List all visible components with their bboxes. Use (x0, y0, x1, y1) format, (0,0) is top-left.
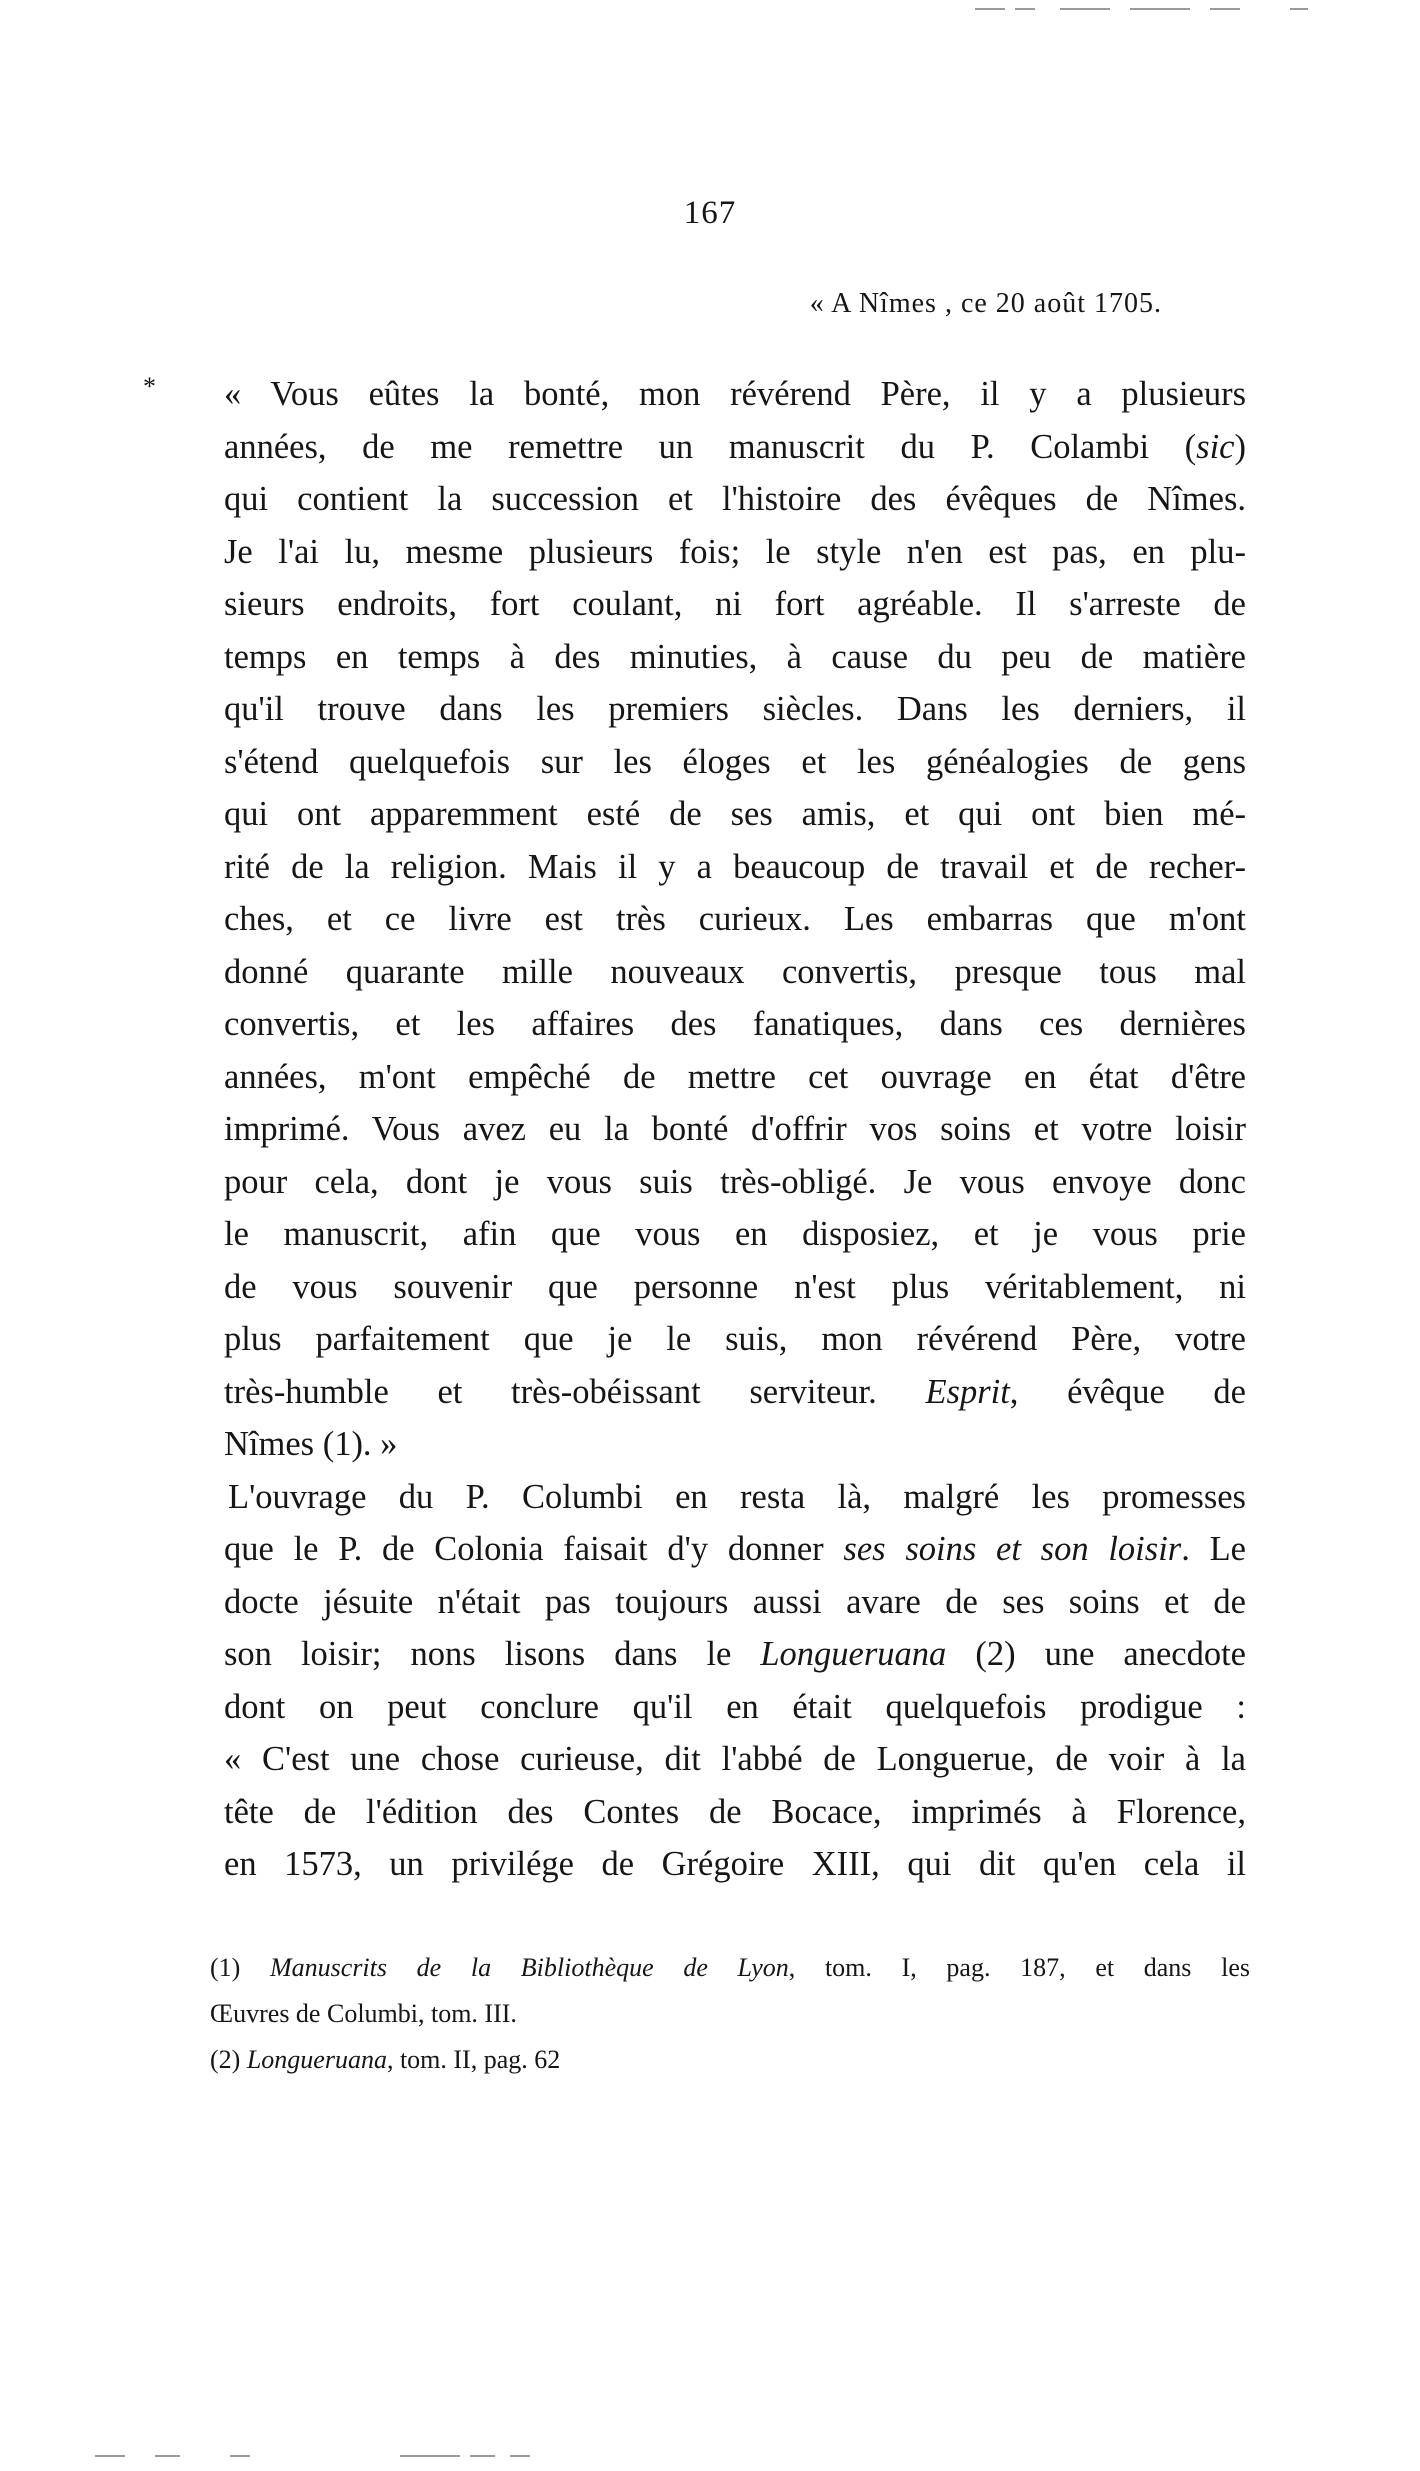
scan-mark-top (1130, 8, 1190, 10)
text-line: années, de me remettre un manuscrit du P. Colambi (sic) (224, 427, 1246, 466)
text-line: qui contient la succession et l'histoire des évêques de Nîmes. (224, 480, 1246, 518)
text-line: Je l'ai lu, mesme plusieurs fois; le style n'en est pas, en plu- (224, 532, 1246, 571)
text-line: sieurs endroits, fort coulant, ni fort agréable. Il s'arreste de (224, 585, 1246, 623)
text-line: « Vous eûtes la bonté, mon révérend Père, il y a plusieurs (224, 375, 1246, 413)
scan-mark-top (1210, 8, 1240, 10)
footnote-1-continued: Œuvres de Columbi, tom. III. (210, 1999, 517, 2028)
italic-text: sic (1196, 427, 1235, 466)
scan-mark-bottom (470, 2455, 495, 2457)
italic-text: Manuscrits de la Bibliothèque de Lyon (270, 1953, 789, 1982)
text-line: donné quarante mille nouveaux convertis, presque tous mal (224, 952, 1246, 991)
footnotes (210, 1945, 1250, 2083)
text-line: très-humble et très-obéissant serviteur. Esprit, évêque de (224, 1372, 1246, 1411)
text-line: qui ont apparemment esté de ses amis, et qui ont bien mé- (224, 795, 1246, 833)
italic-text: Esprit (925, 1372, 1010, 1411)
text-line: que le P. de Colonia faisait d'y donner ses soins et son loisir. Le (224, 1530, 1246, 1568)
text-line: en 1573, un privilége de Grégoire XIII, qui dit qu'en cela il (224, 1845, 1246, 1883)
text-line: rité de la religion. Mais il y a beaucoup de travail et de recher- (224, 847, 1246, 886)
main-text (224, 368, 1246, 1891)
italic-text: Longueruana (246, 2045, 387, 2074)
footnote-1: (1) Manuscrits de la Bibliothèque de Lyon, tom. I, pag. 187, et dans les (210, 1953, 1250, 1982)
text-line: années, m'ont empêché de mettre cet ouvrage en état d'être (224, 1057, 1246, 1096)
scan-mark-top (1015, 8, 1035, 10)
text-line: s'étend quelquefois sur les éloges et les généalogies de gens (224, 742, 1246, 781)
scan-mark-bottom (510, 2455, 530, 2457)
text-line: L'ouvrage du P. Columbi en resta là, malgré les promesses (228, 1477, 1246, 1516)
text-line: convertis, et les affaires des fanatiques, dans ces dernières (224, 1005, 1246, 1043)
italic-text: ses soins et son loisir (843, 1530, 1182, 1568)
margin-mark: * (143, 372, 156, 401)
scan-mark-top (975, 8, 1005, 10)
text-line: qu'il trouve dans les premiers siècles. Dans les derniers, il (224, 690, 1246, 728)
text-line: pour cela, dont je vous suis très-obligé. Je vous envoye donc (224, 1162, 1246, 1201)
scan-mark-bottom (95, 2455, 125, 2457)
text-line: plus parfaitement que je le suis, mon révérend Père, votre (224, 1320, 1246, 1358)
text-line: « C'est une chose curieuse, dit l'abbé de Longuerue, de voir à la (224, 1740, 1246, 1778)
text-line: temps en temps à des minuties, à cause du peu de matière (224, 637, 1246, 676)
text-line: imprimé. Vous avez eu la bonté d'offrir vos soins et votre loisir (224, 1110, 1246, 1148)
footnote-2: (2) Longueruana, tom. II, pag. 62 (210, 2045, 561, 2074)
scan-mark-bottom (230, 2455, 250, 2457)
text-line: de vous souvenir que personne n'est plus véritablement, ni (224, 1267, 1246, 1306)
text-line: son loisir; nons lisons dans le Longueruana (2) une anecdote (224, 1635, 1246, 1673)
scan-mark-top (1290, 8, 1308, 10)
italic-text: Longueruana (760, 1635, 947, 1673)
text-line: le manuscrit, afin que vous en disposiez, et je vous prie (224, 1215, 1246, 1253)
text-line: ches, et ce livre est très curieux. Les embarras que m'ont (224, 900, 1246, 938)
scan-mark-bottom (155, 2455, 180, 2457)
text-line: tête de l'édition des Contes de Bocace, imprimés à Florence, (224, 1792, 1246, 1831)
text-line: docte jésuite n'était pas toujours aussi avare de ses soins et de (224, 1582, 1246, 1621)
text-line: dont on peut conclure qu'il en était quelquefois prodigue : (224, 1687, 1246, 1726)
letter-dateline: « A Nîmes , ce 20 août 1705. (809, 288, 1162, 319)
scan-mark-bottom (400, 2455, 460, 2457)
page-number: 167 (683, 195, 737, 231)
scan-mark-top (1060, 8, 1110, 10)
text-line: Nîmes (1). » (224, 1425, 398, 1463)
